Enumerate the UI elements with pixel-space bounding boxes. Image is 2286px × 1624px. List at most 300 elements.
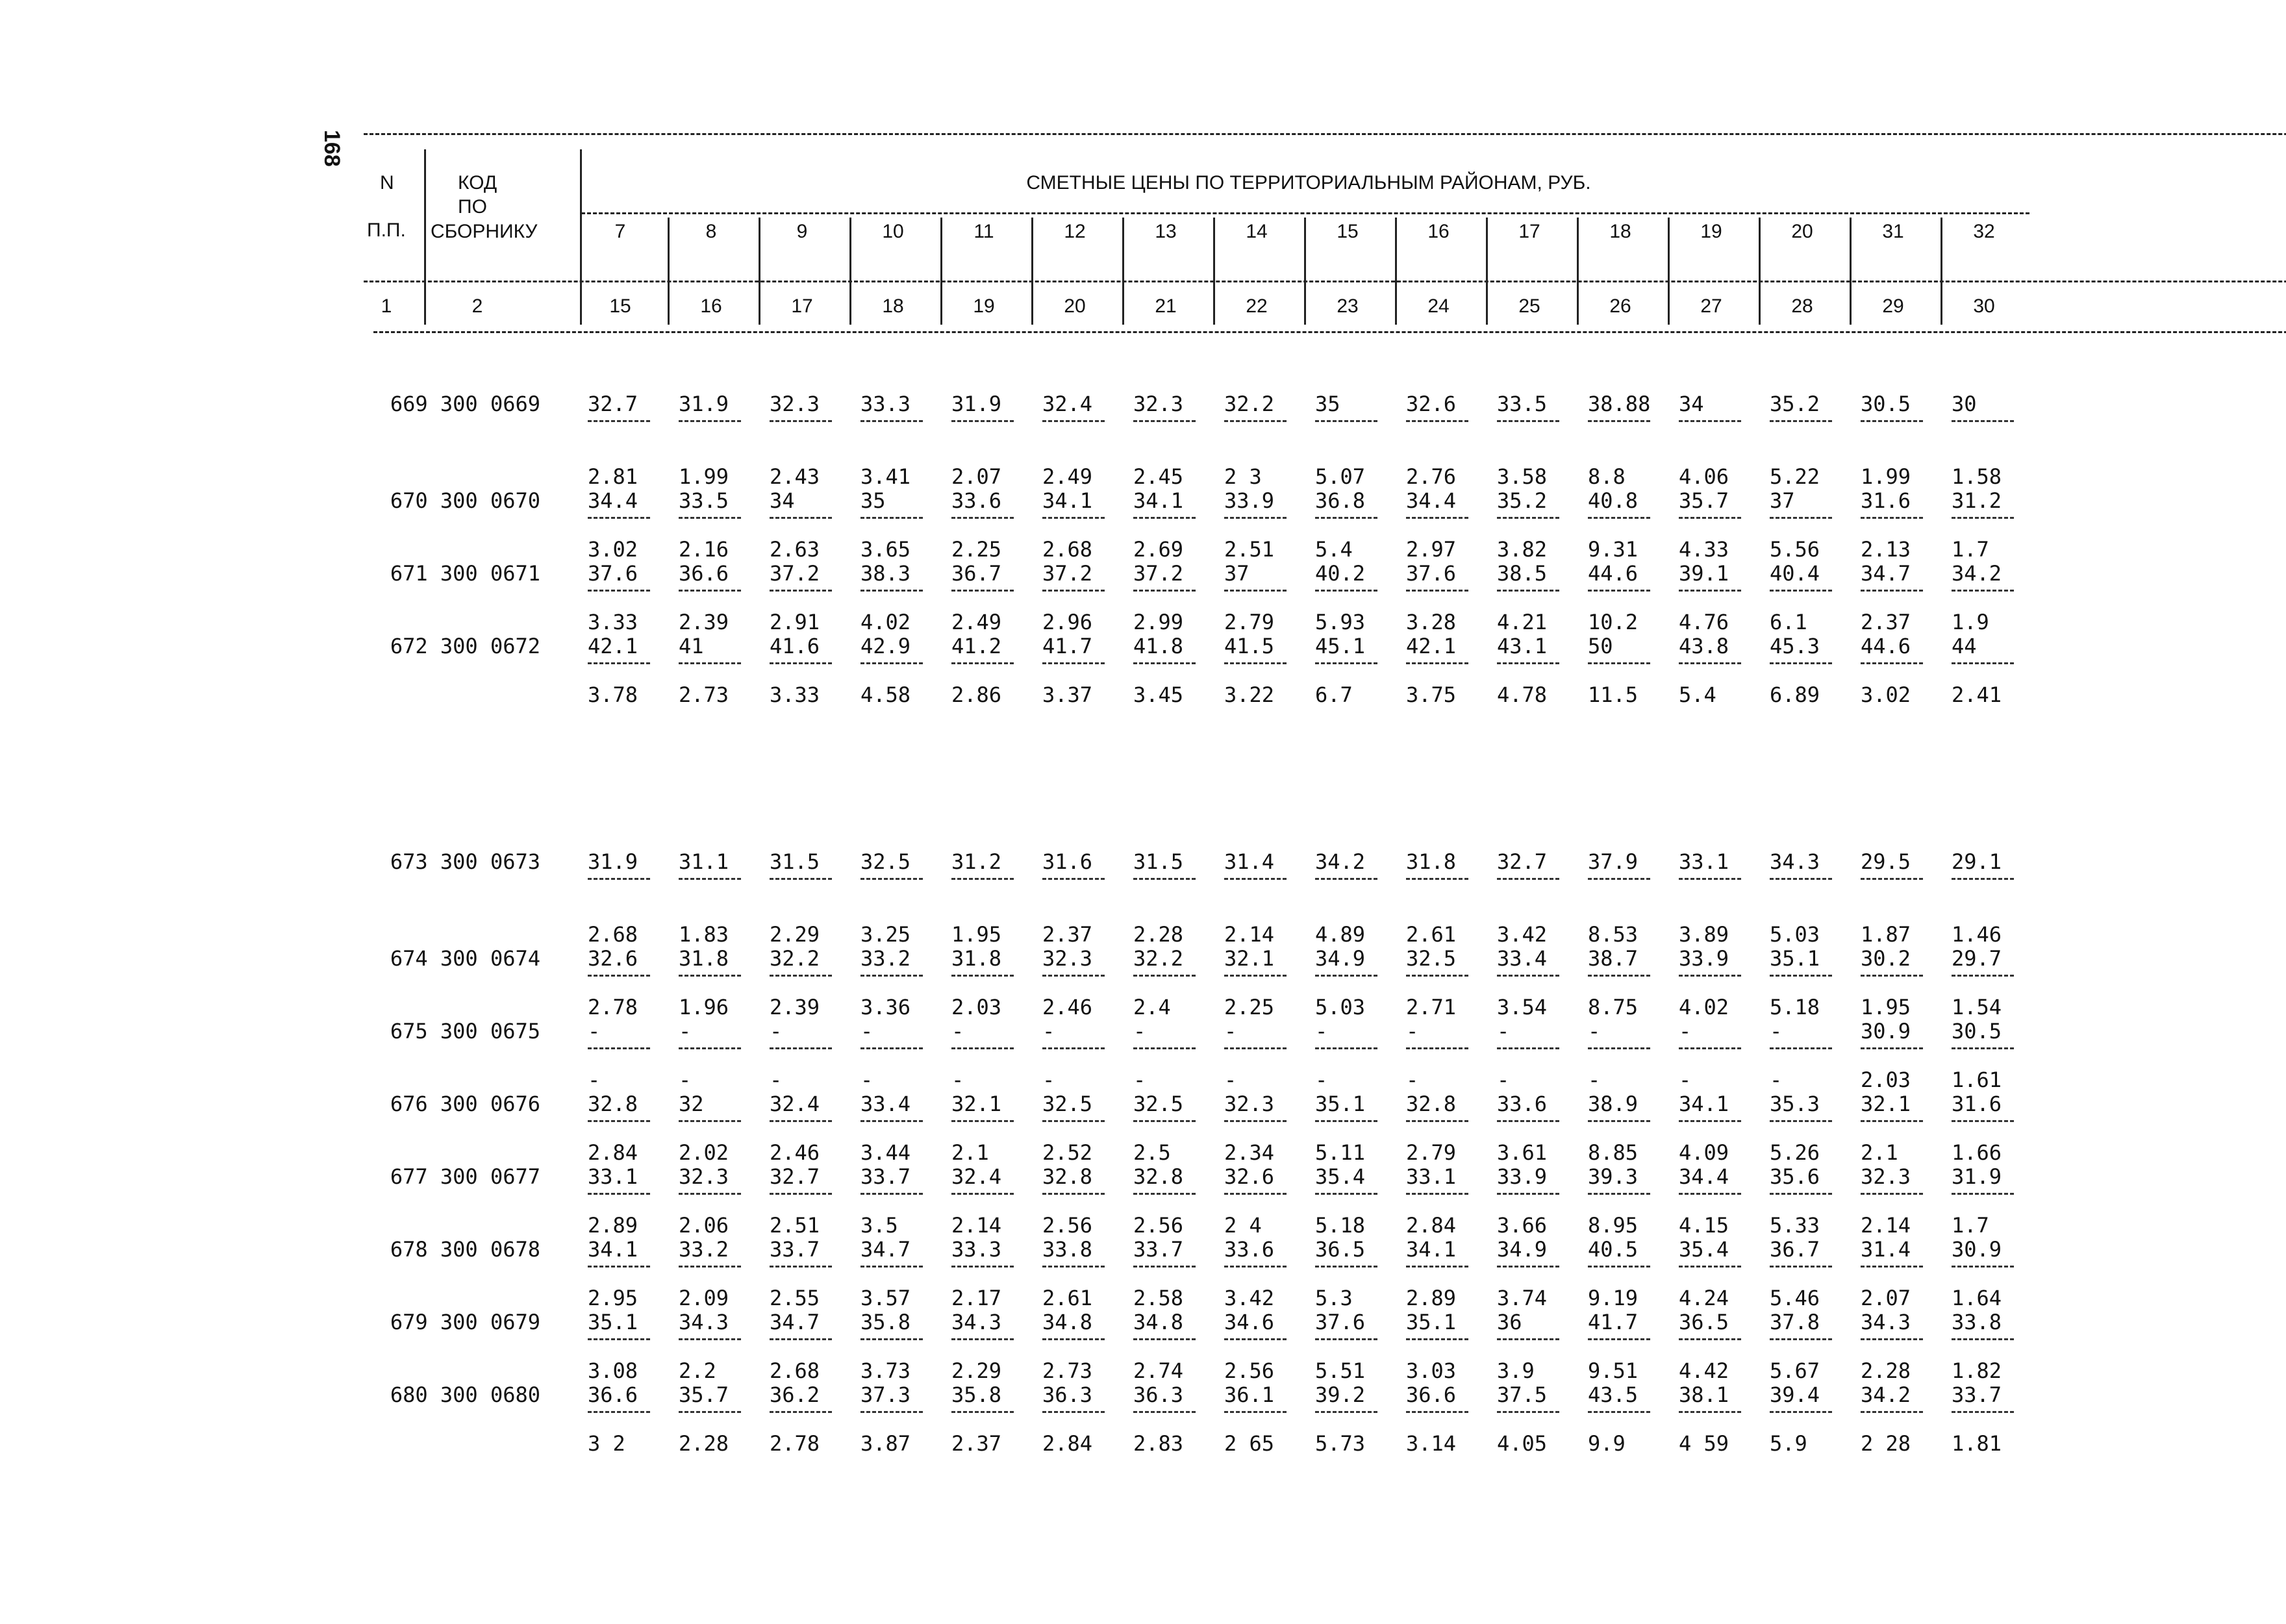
fraction-line (1861, 1411, 1923, 1413)
price-denominator: 2.14 (1861, 1213, 1911, 1238)
fraction-line (1406, 1120, 1468, 1122)
fraction-line (1952, 1120, 2014, 1122)
item-code: 676 300 0676 (390, 1092, 540, 1116)
price-denominator: 2.68 (770, 1358, 820, 1383)
price-numerator: 40.4 (1770, 561, 1820, 586)
price-numerator: 44.6 (1588, 561, 1639, 586)
price-denominator: 6.7 (1315, 682, 1353, 707)
fraction-line (1861, 662, 1923, 664)
fraction-line (770, 420, 832, 422)
fraction-line (1497, 1338, 1559, 1340)
fraction-line (951, 975, 1014, 977)
fraction-line (1406, 1411, 1468, 1413)
price-numerator: - (588, 1019, 601, 1043)
price-numerator: 33.6 (951, 488, 1002, 513)
fraction-line (770, 517, 832, 519)
fraction-line (1042, 1338, 1105, 1340)
fraction-line (1315, 1193, 1377, 1195)
fraction-line (1588, 1266, 1650, 1268)
price-numerator: 31.6 (1042, 849, 1093, 874)
fraction-line (951, 1338, 1014, 1340)
price-denominator: 4.78 (1497, 682, 1548, 707)
price-numerator: 43.8 (1679, 634, 1729, 658)
price-numerator: 29.5 (1861, 849, 1911, 874)
price-numerator: 34.4 (1679, 1164, 1729, 1189)
price-denominator: 1.58 (1952, 464, 2002, 489)
price-denominator: 3.33 (770, 682, 820, 707)
price-denominator: 5.07 (1315, 464, 1366, 489)
header-index-17: 17 (791, 295, 813, 317)
fraction-line (770, 1120, 832, 1122)
price-numerator: 36.3 (1133, 1382, 1184, 1407)
price-numerator: 41.6 (770, 634, 820, 658)
header-index-27: 27 (1700, 295, 1722, 317)
price-denominator: 3.28 (1406, 610, 1457, 634)
price-denominator: 1.7 (1952, 1213, 1989, 1238)
header-index-20: 20 (1064, 295, 1086, 317)
fraction-line (1406, 878, 1468, 880)
price-numerator: - (679, 1019, 692, 1043)
price-numerator: 32.8 (1406, 1092, 1457, 1116)
price-denominator: 1.9 (1952, 610, 1989, 634)
price-denominator: 2.4 (1133, 995, 1171, 1019)
fraction-line (679, 975, 741, 977)
price-denominator: 2.29 (770, 922, 820, 947)
price-numerator: 42.1 (1406, 634, 1457, 658)
fraction-line (1315, 975, 1377, 977)
price-denominator: 3.57 (860, 1286, 911, 1310)
fraction-line (951, 590, 1014, 592)
fraction-line (1406, 1338, 1468, 1340)
fraction-line (1770, 975, 1832, 977)
price-numerator: 35.2 (1770, 392, 1820, 416)
header-rule (581, 212, 2029, 214)
price-numerator: 29.7 (1952, 946, 2002, 971)
fraction-line (1497, 590, 1559, 592)
price-numerator: 41.2 (951, 634, 1002, 658)
price-numerator: 43.5 (1588, 1382, 1639, 1407)
price-denominator: 4.33 (1679, 537, 1729, 562)
price-numerator: 35.8 (951, 1382, 1002, 1407)
price-numerator: 29.1 (1952, 849, 2002, 874)
price-numerator: 30.2 (1861, 946, 1911, 971)
fraction-line (1042, 878, 1105, 880)
fraction-line (1406, 662, 1468, 664)
fraction-line (1679, 1266, 1741, 1268)
price-numerator: 32.7 (588, 392, 638, 416)
price-denominator: 3.25 (860, 922, 911, 947)
fraction-line (860, 1266, 923, 1268)
fraction-line (1952, 878, 2014, 880)
fraction-line (1952, 975, 2014, 977)
fraction-line (951, 1120, 1014, 1122)
fraction-line (1770, 878, 1832, 880)
price-numerator: 35.8 (860, 1310, 911, 1334)
fraction-line (1679, 420, 1741, 422)
fraction-line (1861, 975, 1923, 977)
price-denominator: 2.41 (1952, 682, 2002, 707)
price-numerator: 37.5 (1497, 1382, 1548, 1407)
price-denominator: 3.78 (588, 682, 638, 707)
price-numerator: 34.7 (860, 1237, 911, 1262)
price-numerator: 32.4 (770, 1092, 820, 1116)
fraction-line (679, 1266, 741, 1268)
price-denominator: 4.21 (1497, 610, 1548, 634)
price-numerator: 33.9 (1679, 946, 1729, 971)
fraction-line (770, 1047, 832, 1049)
price-denominator: 2.79 (1406, 1140, 1457, 1165)
fraction-line (1770, 1266, 1832, 1268)
price-denominator: 2.06 (679, 1213, 729, 1238)
fraction-line (951, 517, 1014, 519)
fraction-line (1315, 1266, 1377, 1268)
header-region-19: 19 (1700, 221, 1722, 242)
fraction-line (951, 1266, 1014, 1268)
price-denominator: 2.95 (588, 1286, 638, 1310)
price-numerator: 37.6 (1406, 561, 1457, 586)
price-numerator: 38.1 (1679, 1382, 1729, 1407)
fraction-line (1861, 1047, 1923, 1049)
price-numerator: 36.5 (1315, 1237, 1366, 1262)
price-denominator: 11.5 (1588, 682, 1639, 707)
header-index-2: 2 (471, 295, 483, 317)
price-denominator: 5.18 (1770, 995, 1820, 1019)
fraction-line (1224, 662, 1287, 664)
price-numerator: - (1770, 1019, 1783, 1043)
price-denominator: 3.5 (860, 1213, 898, 1238)
fraction-line (1588, 1193, 1650, 1195)
price-denominator: 9.31 (1588, 537, 1639, 562)
price-numerator: 33.2 (679, 1237, 729, 1262)
price-numerator: 33.4 (1497, 946, 1548, 971)
price-denominator: 2.56 (1224, 1358, 1275, 1383)
fraction-line (770, 590, 832, 592)
price-denominator: 3.66 (1497, 1213, 1548, 1238)
fraction-line (1861, 878, 1923, 880)
header-n-label: N (380, 172, 394, 194)
price-denominator: 8.53 (1588, 922, 1639, 947)
price-denominator: 2.16 (679, 537, 729, 562)
fraction-line (1861, 1120, 1923, 1122)
price-numerator: 44 (1952, 634, 1977, 658)
price-denominator: 2.39 (679, 610, 729, 634)
price-numerator: - (1679, 1019, 1692, 1043)
fraction-line (1588, 662, 1650, 664)
price-denominator: 3.02 (1861, 682, 1911, 707)
fraction-line (860, 590, 923, 592)
price-numerator: 35.4 (1315, 1164, 1366, 1189)
price-denominator: 2.56 (1133, 1213, 1184, 1238)
price-numerator: 32.2 (1133, 946, 1184, 971)
fraction-line (588, 1193, 650, 1195)
price-denominator: 2.03 (1861, 1068, 1911, 1092)
fraction-line (1770, 1120, 1832, 1122)
fraction-line (1133, 1338, 1196, 1340)
price-denominator: 2.5 (1133, 1140, 1171, 1165)
fraction-line (1042, 420, 1105, 422)
price-denominator: - (588, 1068, 601, 1092)
price-numerator: 35.2 (1497, 488, 1548, 513)
fraction-line (1042, 517, 1105, 519)
price-denominator: 9.51 (1588, 1358, 1639, 1383)
price-denominator: 1.87 (1861, 922, 1911, 947)
price-denominator: 3.33 (588, 610, 638, 634)
price-denominator: 2.13 (1861, 537, 1911, 562)
price-denominator: 2.78 (770, 1431, 820, 1456)
price-denominator: 5.11 (1315, 1140, 1366, 1165)
price-numerator: 37.3 (860, 1382, 911, 1407)
price-denominator: - (1679, 1068, 1692, 1092)
price-numerator: 34.1 (588, 1237, 638, 1262)
fraction-line (1224, 1266, 1287, 1268)
fraction-line (1497, 1193, 1559, 1195)
fraction-line (1042, 1120, 1105, 1122)
price-numerator: 32.3 (1133, 392, 1184, 416)
fraction-line (1497, 1047, 1559, 1049)
fraction-line (1588, 517, 1650, 519)
price-numerator: 33.4 (860, 1092, 911, 1116)
fraction-line (679, 878, 741, 880)
price-denominator: 1.82 (1952, 1358, 2002, 1383)
header-pp-label: П.П. (367, 219, 406, 241)
price-denominator: 1.61 (1952, 1068, 2002, 1092)
price-numerator: - (951, 1019, 964, 1043)
fraction-line (1952, 590, 2014, 592)
price-denominator: 2.55 (770, 1286, 820, 1310)
price-denominator: 2.17 (951, 1286, 1002, 1310)
price-denominator: 3.42 (1224, 1286, 1275, 1310)
price-denominator: 2.37 (951, 1431, 1002, 1456)
header-region-20: 20 (1791, 221, 1813, 242)
fraction-line (860, 1338, 923, 1340)
price-numerator: 35.1 (588, 1310, 638, 1334)
price-numerator: 32.3 (1224, 1092, 1275, 1116)
fraction-line (1497, 420, 1559, 422)
price-denominator: 9.19 (1588, 1286, 1639, 1310)
fraction-line (1679, 590, 1741, 592)
price-numerator: 38.88 (1588, 392, 1651, 416)
price-numerator: 31.6 (1861, 488, 1911, 513)
price-numerator: 36.7 (951, 561, 1002, 586)
price-numerator: 33.5 (679, 488, 729, 513)
price-numerator: 32 (679, 1092, 704, 1116)
fraction-line (1224, 975, 1287, 977)
price-denominator: 2.84 (1406, 1213, 1457, 1238)
price-denominator: 2.37 (1861, 610, 1911, 634)
price-denominator: 2.28 (1861, 1358, 1911, 1383)
fraction-line (1497, 1266, 1559, 1268)
price-numerator: 34.1 (1406, 1237, 1457, 1262)
price-denominator: 3.54 (1497, 995, 1548, 1019)
fraction-line (1770, 517, 1832, 519)
price-denominator: 5.03 (1315, 995, 1366, 1019)
fraction-line (588, 1411, 650, 1413)
fraction-line (1861, 1266, 1923, 1268)
header-po-label: ПО (458, 196, 487, 218)
price-numerator: 31.5 (770, 849, 820, 874)
fraction-line (1224, 420, 1287, 422)
header-rule (373, 331, 2286, 333)
price-numerator: 32.8 (1133, 1164, 1184, 1189)
price-denominator: 3.41 (860, 464, 911, 489)
fraction-line (1497, 975, 1559, 977)
price-denominator: 2.73 (1042, 1358, 1093, 1383)
fraction-line (1952, 1266, 2014, 1268)
price-denominator: 4 59 (1679, 1431, 1729, 1456)
fraction-line (1315, 1411, 1377, 1413)
price-denominator: - (1315, 1068, 1328, 1092)
price-denominator: 2.49 (1042, 464, 1093, 489)
price-numerator: 34.7 (770, 1310, 820, 1334)
price-denominator: 2.37 (1042, 922, 1093, 947)
price-numerator: 32.3 (1042, 946, 1093, 971)
fraction-line (1315, 420, 1377, 422)
fraction-line (1133, 1193, 1196, 1195)
price-denominator: - (770, 1068, 783, 1092)
fraction-line (1042, 1411, 1105, 1413)
fraction-line (1133, 420, 1196, 422)
header-region-7: 7 (614, 221, 626, 242)
price-denominator: 2.68 (1042, 537, 1093, 562)
fraction-line (588, 878, 650, 880)
price-denominator: 1.7 (1952, 537, 1989, 562)
fraction-line (1770, 1338, 1832, 1340)
price-denominator: 2.34 (1224, 1140, 1275, 1165)
fraction-line (588, 590, 650, 592)
price-denominator: 8.95 (1588, 1213, 1639, 1238)
price-denominator: 4.42 (1679, 1358, 1729, 1383)
fraction-line (770, 975, 832, 977)
fraction-line (679, 1411, 741, 1413)
fraction-line (951, 1193, 1014, 1195)
price-denominator: 2.68 (588, 922, 638, 947)
price-numerator: 32.1 (1224, 946, 1275, 971)
fraction-line (1679, 975, 1741, 977)
price-numerator: 34.2 (1861, 1382, 1911, 1407)
page-number: 168 (320, 130, 344, 167)
fraction-line (1224, 1338, 1287, 1340)
price-denominator: 2.25 (951, 537, 1002, 562)
fraction-line (860, 975, 923, 977)
price-numerator: 36.3 (1042, 1382, 1093, 1407)
header-region-9: 9 (796, 221, 808, 242)
fraction-line (1588, 878, 1650, 880)
fraction-line (1497, 662, 1559, 664)
price-denominator: 1.99 (1861, 464, 1911, 489)
price-denominator: 5.03 (1770, 922, 1820, 947)
fraction-line (1952, 1047, 2014, 1049)
fraction-line (1133, 975, 1196, 977)
header-region-31: 31 (1882, 221, 1904, 242)
header-index-28: 28 (1791, 295, 1813, 317)
fraction-line (1042, 1193, 1105, 1195)
price-numerator: - (770, 1019, 783, 1043)
price-numerator: 34.2 (1952, 561, 2002, 586)
fraction-line (1042, 1047, 1105, 1049)
fraction-line (1315, 662, 1377, 664)
fraction-line (1952, 517, 2014, 519)
price-numerator: 31.8 (679, 946, 729, 971)
fraction-line (1861, 1193, 1923, 1195)
fraction-line (588, 1120, 650, 1122)
price-denominator: 2.76 (1406, 464, 1457, 489)
price-denominator: 1.99 (679, 464, 729, 489)
price-numerator: 33.7 (1952, 1382, 2002, 1407)
header-index-23: 23 (1337, 295, 1359, 317)
price-numerator: 36.7 (1770, 1237, 1820, 1262)
price-numerator: 30 (1952, 392, 1977, 416)
price-numerator: 34.4 (588, 488, 638, 513)
header-region-14: 14 (1246, 221, 1268, 242)
price-numerator: 45.3 (1770, 634, 1820, 658)
price-denominator: 2 4 (1224, 1213, 1262, 1238)
fraction-line (1588, 1120, 1650, 1122)
price-numerator: - (1133, 1019, 1146, 1043)
price-denominator: 5.56 (1770, 537, 1820, 562)
price-denominator: 3.61 (1497, 1140, 1548, 1165)
price-numerator: - (1588, 1019, 1601, 1043)
fraction-line (1861, 590, 1923, 592)
price-numerator: 33.1 (1679, 849, 1729, 874)
price-denominator: - (1770, 1068, 1783, 1092)
price-numerator: 35 (860, 488, 886, 513)
fraction-line (1952, 1411, 2014, 1413)
price-numerator: 40.5 (1588, 1237, 1639, 1262)
fraction-line (770, 1411, 832, 1413)
price-numerator: 35.7 (679, 1382, 729, 1407)
fraction-line (1497, 1120, 1559, 1122)
fraction-line (770, 662, 832, 664)
price-numerator: 34.9 (1497, 1237, 1548, 1262)
price-numerator: 40.8 (1588, 488, 1639, 513)
fraction-line (679, 662, 741, 664)
header-index-16: 16 (700, 295, 722, 317)
fraction-line (770, 1338, 832, 1340)
price-numerator: 32.2 (770, 946, 820, 971)
price-numerator: 34.9 (1315, 946, 1366, 971)
header-region-10: 10 (882, 221, 904, 242)
header-main-title: СМЕТНЫЕ ЦЕНЫ ПО ТЕРРИТОРИАЛЬНЫМ РАЙОНАМ, РУБ. (1026, 172, 1591, 194)
header-index-26: 26 (1609, 295, 1631, 317)
price-denominator: - (1497, 1068, 1510, 1092)
price-denominator: 2.28 (679, 1431, 729, 1456)
fraction-line (1315, 1047, 1377, 1049)
price-numerator: 33.1 (588, 1164, 638, 1189)
header-region-13: 13 (1155, 221, 1177, 242)
fraction-line (1770, 662, 1832, 664)
price-numerator: 41.7 (1042, 634, 1093, 658)
price-denominator: 3.36 (860, 995, 911, 1019)
price-denominator: 2.46 (770, 1140, 820, 1165)
price-numerator: 36.6 (1406, 1382, 1457, 1407)
price-denominator: 3.89 (1679, 922, 1729, 947)
price-denominator: 4.06 (1679, 464, 1729, 489)
price-numerator: 34.4 (1406, 488, 1457, 513)
header-index-21: 21 (1155, 295, 1177, 317)
header-index-19: 19 (973, 295, 995, 317)
fraction-line (860, 878, 923, 880)
item-code: 679 300 0679 (390, 1310, 540, 1334)
price-numerator: 37.2 (1133, 561, 1184, 586)
price-numerator: 34.1 (1042, 488, 1093, 513)
price-numerator: 32.8 (1042, 1164, 1093, 1189)
price-numerator: 43.1 (1497, 634, 1548, 658)
price-numerator: 37.6 (588, 561, 638, 586)
price-denominator: 2.74 (1133, 1358, 1184, 1383)
header-col-separator (424, 149, 426, 325)
price-denominator: 2.89 (1406, 1286, 1457, 1310)
fraction-line (1952, 662, 2014, 664)
